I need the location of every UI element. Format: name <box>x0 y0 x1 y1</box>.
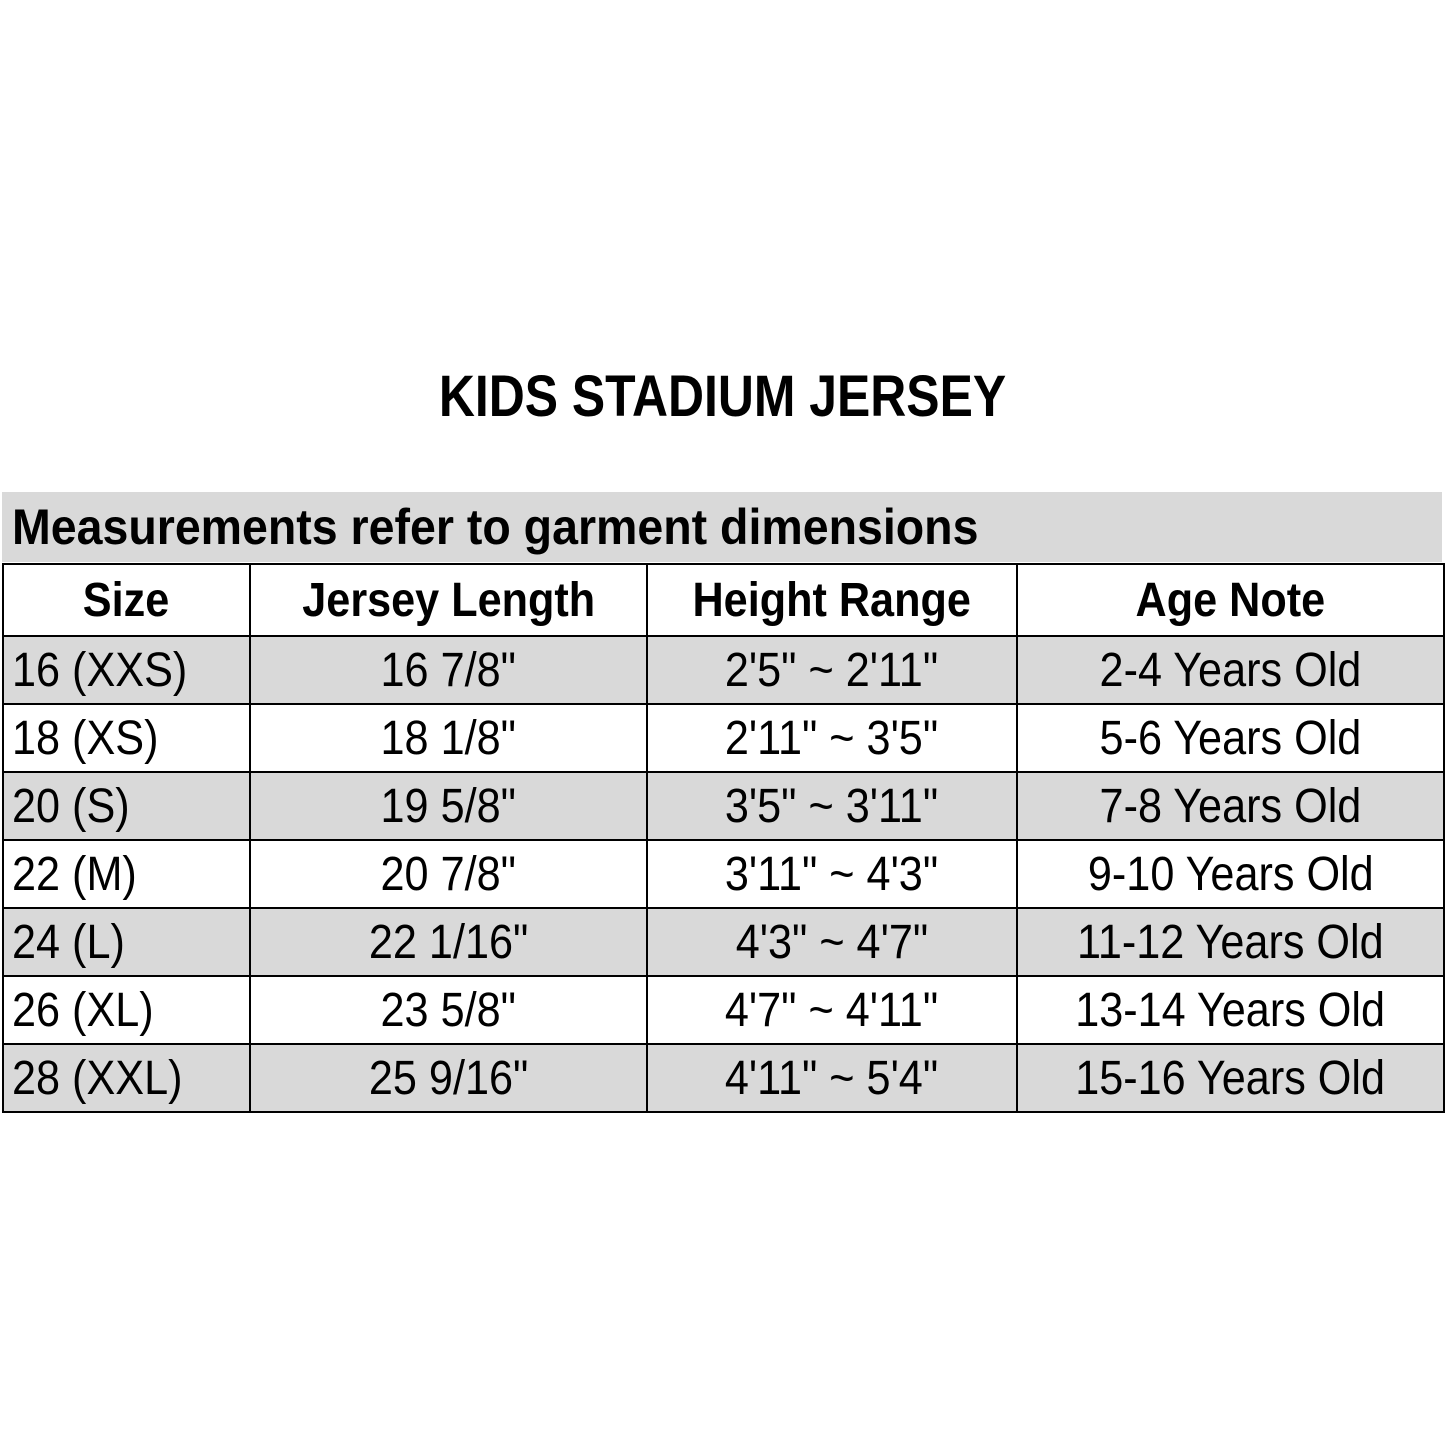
jersey-length-cell: 23 5/8" <box>250 976 647 1044</box>
age-note-cell: 11-12 Years Old <box>1017 908 1444 976</box>
table-subtitle-bar <box>2 492 1442 562</box>
table-row <box>3 840 1444 908</box>
jersey-length-cell: 16 7/8" <box>250 636 647 704</box>
jersey-length-cell: 25 9/16" <box>250 1044 647 1112</box>
height-range-cell: 4'11" ~ 5'4" <box>647 1044 1017 1112</box>
height-range-cell: 4'3" ~ 4'7" <box>647 908 1017 976</box>
table-row <box>3 704 1444 772</box>
age-note-cell: 9-10 Years Old <box>1017 840 1444 908</box>
page-title: KIDS STADIUM JERSEY <box>438 364 1007 429</box>
table-row <box>3 772 1444 840</box>
age-note-cell: 13-14 Years Old <box>1017 976 1444 1044</box>
size-cell: 28 (XXL) <box>3 1044 250 1112</box>
size-cell: 22 (M) <box>3 840 250 908</box>
jersey-length-cell: 22 1/16" <box>250 908 647 976</box>
table-header-row <box>3 564 1444 636</box>
height-range-cell: 4'7" ~ 4'11" <box>647 976 1017 1044</box>
size-cell: 16 (XXS) <box>3 636 250 704</box>
size-chart-table <box>2 563 1445 1113</box>
age-note-cell: 7-8 Years Old <box>1017 772 1444 840</box>
height-range-cell: 3'5" ~ 3'11" <box>647 772 1017 840</box>
age-note-cell: 15-16 Years Old <box>1017 1044 1444 1112</box>
table-row <box>3 976 1444 1044</box>
table-row <box>3 1044 1444 1112</box>
jersey-length-cell: 20 7/8" <box>250 840 647 908</box>
table-row <box>3 636 1444 704</box>
header-age-note: Age Note <box>1017 564 1444 636</box>
size-cell: 18 (XS) <box>3 704 250 772</box>
table-row <box>3 908 1444 976</box>
size-cell: 26 (XL) <box>3 976 250 1044</box>
height-range-cell: 3'11" ~ 4'3" <box>647 840 1017 908</box>
header-size: Size <box>3 564 250 636</box>
size-cell: 24 (L) <box>3 908 250 976</box>
jersey-length-cell: 18 1/8" <box>250 704 647 772</box>
table-subtitle: Measurements refer to garment dimensions <box>12 499 979 555</box>
height-range-cell: 2'5" ~ 2'11" <box>647 636 1017 704</box>
header-jersey-length: Jersey Length <box>250 564 647 636</box>
height-range-cell: 2'11" ~ 3'5" <box>647 704 1017 772</box>
size-cell: 20 (S) <box>3 772 250 840</box>
age-note-cell: 2-4 Years Old <box>1017 636 1444 704</box>
header-height-range: Height Range <box>647 564 1017 636</box>
age-note-cell: 5-6 Years Old <box>1017 704 1444 772</box>
jersey-length-cell: 19 5/8" <box>250 772 647 840</box>
